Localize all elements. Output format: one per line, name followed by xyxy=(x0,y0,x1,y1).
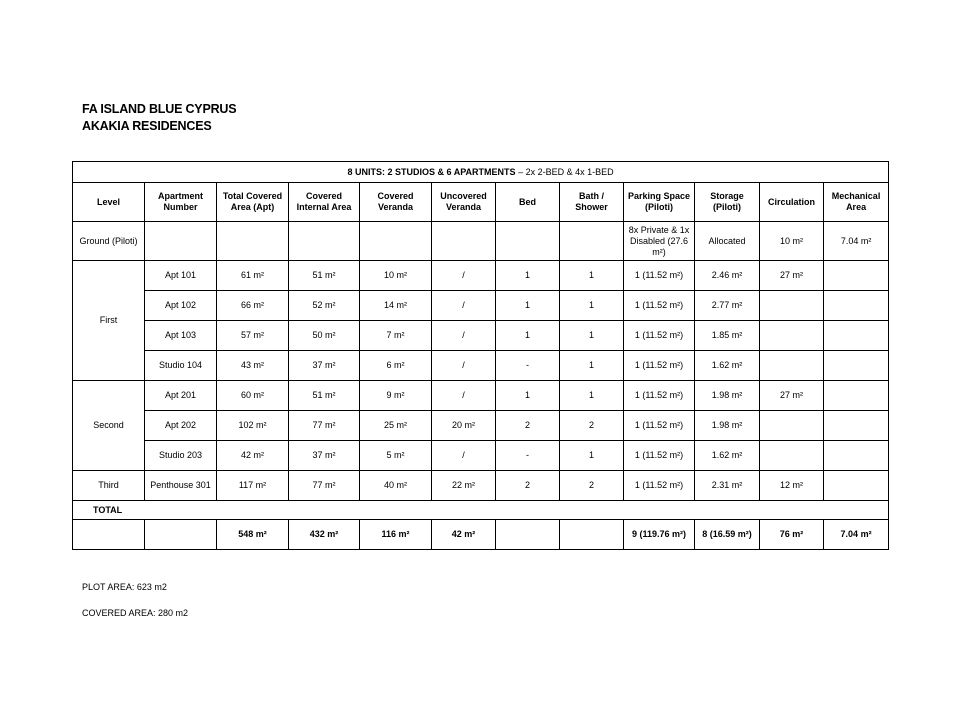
col-header-uncovered-veranda: Uncovered Veranda xyxy=(432,183,496,222)
empty-cell xyxy=(560,222,624,261)
storage-sum: 8 (16.59 m²) xyxy=(695,520,760,550)
internal-area-cell: 37 m² xyxy=(289,441,360,471)
uncovered-veranda-cell: / xyxy=(432,381,496,411)
col-header-bath-shower: Bath / Shower xyxy=(560,183,624,222)
uncovered-veranda-cell: / xyxy=(432,351,496,381)
table-row xyxy=(73,351,889,381)
apartment-cell: Penthouse 301 xyxy=(145,471,217,501)
empty-cell xyxy=(217,222,289,261)
col-header-covered-veranda: Covered Veranda xyxy=(360,183,432,222)
veranda-cell: 25 m² xyxy=(360,411,432,441)
banner-normal-text: – 2x 2-BED & 4x 1-BED xyxy=(515,166,614,177)
bed-cell: 1 xyxy=(496,261,560,291)
bath-cell: 1 xyxy=(560,261,624,291)
col-header-parking-space: Parking Space (Piloti) xyxy=(624,183,695,222)
bath-cell: 1 xyxy=(560,351,624,381)
bath-cell: 1 xyxy=(560,321,624,351)
level-cell: Ground (Piloti) xyxy=(73,222,145,261)
covered-area-note: COVERED AREA: 280 m2 xyxy=(82,608,189,618)
apartment-cell: Apt 202 xyxy=(145,411,217,441)
internal-area-cell: 37 m² xyxy=(289,351,360,381)
uncovered-veranda-cell: / xyxy=(432,441,496,471)
apartment-cell: Apt 101 xyxy=(145,261,217,291)
column-header-row xyxy=(73,183,889,222)
col-header-mechanical-area: Mechanical Area xyxy=(824,183,889,222)
empty-cell xyxy=(496,520,560,550)
empty-cell xyxy=(145,222,217,261)
uncovered-veranda-cell: / xyxy=(432,321,496,351)
empty-cell xyxy=(824,441,889,471)
parking-cell: 8x Private & 1x Disabled (27.6 m²) xyxy=(624,222,695,261)
table-row-ground xyxy=(73,222,889,261)
circulation-cell: 12 m² xyxy=(760,471,824,501)
table-row xyxy=(73,261,889,291)
table-row xyxy=(73,411,889,441)
internal-area-cell: 50 m² xyxy=(289,321,360,351)
col-header-circulation: Circulation xyxy=(760,183,824,222)
bed-cell: 1 xyxy=(496,321,560,351)
bed-cell: - xyxy=(496,351,560,381)
total-area-cell: 60 m² xyxy=(217,381,289,411)
internal-area-cell: 51 m² xyxy=(289,261,360,291)
internal-area-cell: 77 m² xyxy=(289,471,360,501)
apartment-cell: Apt 103 xyxy=(145,321,217,351)
empty-cell xyxy=(824,351,889,381)
circulation-cell: 27 m² xyxy=(760,381,824,411)
table-row xyxy=(73,321,889,351)
parking-cell: 1 (11.52 m²) xyxy=(624,381,695,411)
veranda-cell: 9 m² xyxy=(360,381,432,411)
bed-cell: 2 xyxy=(496,471,560,501)
bed-cell: 1 xyxy=(496,291,560,321)
total-area-cell: 57 m² xyxy=(217,321,289,351)
veranda-cell: 5 m² xyxy=(360,441,432,471)
total-area-cell: 42 m² xyxy=(217,441,289,471)
bath-cell: 2 xyxy=(560,471,624,501)
bed-cell: - xyxy=(496,441,560,471)
empty-cell xyxy=(760,441,824,471)
bed-cell: 1 xyxy=(496,381,560,411)
uncovered-veranda-cell: / xyxy=(432,291,496,321)
parking-cell: 1 (11.52 m²) xyxy=(624,291,695,321)
table-row xyxy=(73,291,889,321)
veranda-cell: 40 m² xyxy=(360,471,432,501)
totals-row xyxy=(73,520,889,550)
internal-area-cell: 52 m² xyxy=(289,291,360,321)
level-cell-first: First xyxy=(73,261,145,381)
uncovered-veranda-sum: 42 m² xyxy=(432,520,496,550)
mechanical-cell: 7.04 m² xyxy=(824,222,889,261)
total-area-cell: 117 m² xyxy=(217,471,289,501)
plot-area-note: PLOT AREA: 623 m2 xyxy=(82,582,167,592)
apartment-cell: Apt 102 xyxy=(145,291,217,321)
storage-cell: 2.31 m² xyxy=(695,471,760,501)
total-area-cell: 43 m² xyxy=(217,351,289,381)
parking-cell: 1 (11.52 m²) xyxy=(624,321,695,351)
document-subtitle: AKAKIA RESIDENCES xyxy=(82,119,212,133)
banner-bold-text: 8 UNITS: 2 STUDIOS & 6 APARTMENTS xyxy=(347,166,516,177)
storage-cell: 1.98 m² xyxy=(695,411,760,441)
parking-cell: 1 (11.52 m²) xyxy=(624,441,695,471)
bath-cell: 1 xyxy=(560,291,624,321)
parking-cell: 1 (11.52 m²) xyxy=(624,471,695,501)
storage-cell: 1.62 m² xyxy=(695,351,760,381)
document-title: FA ISLAND BLUE CYPRUS xyxy=(82,102,237,116)
storage-cell: 1.85 m² xyxy=(695,321,760,351)
table-banner xyxy=(73,162,889,183)
empty-cell xyxy=(824,261,889,291)
storage-cell: 1.62 m² xyxy=(695,441,760,471)
empty-cell xyxy=(824,321,889,351)
empty-cell xyxy=(760,291,824,321)
total-area-cell: 102 m² xyxy=(217,411,289,441)
uncovered-veranda-cell: 20 m² xyxy=(432,411,496,441)
col-header-apartment-number: Apartment Number xyxy=(145,183,217,222)
uncovered-veranda-cell: / xyxy=(432,261,496,291)
col-header-covered-internal-area: Covered Internal Area xyxy=(289,183,360,222)
parking-sum: 9 (119.76 m²) xyxy=(624,520,695,550)
veranda-cell: 7 m² xyxy=(360,321,432,351)
apartment-cell: Studio 203 xyxy=(145,441,217,471)
circulation-cell: 27 m² xyxy=(760,261,824,291)
empty-cell xyxy=(824,471,889,501)
total-label-row xyxy=(73,501,889,520)
col-header-bed: Bed xyxy=(496,183,560,222)
internal-area-sum: 432 m² xyxy=(289,520,360,550)
empty-cell xyxy=(360,222,432,261)
empty-cell xyxy=(760,411,824,441)
parking-cell: 1 (11.52 m²) xyxy=(624,351,695,381)
storage-cell: 2.77 m² xyxy=(695,291,760,321)
units-schedule-table xyxy=(72,161,889,550)
total-area-cell: 66 m² xyxy=(217,291,289,321)
empty-cell xyxy=(289,222,360,261)
empty-cell xyxy=(824,291,889,321)
level-cell-second: Second xyxy=(73,381,145,471)
bath-cell: 1 xyxy=(560,381,624,411)
bed-cell: 2 xyxy=(496,411,560,441)
veranda-sum: 116 m² xyxy=(360,520,432,550)
col-header-storage: Storage (Piloti) xyxy=(695,183,760,222)
table-row xyxy=(73,441,889,471)
apartment-cell: Studio 104 xyxy=(145,351,217,381)
empty-cell xyxy=(73,520,145,550)
apartment-cell: Apt 201 xyxy=(145,381,217,411)
empty-cell xyxy=(824,381,889,411)
parking-cell: 1 (11.52 m²) xyxy=(624,411,695,441)
uncovered-veranda-cell: 22 m² xyxy=(432,471,496,501)
veranda-cell: 14 m² xyxy=(360,291,432,321)
storage-cell: 1.98 m² xyxy=(695,381,760,411)
veranda-cell: 6 m² xyxy=(360,351,432,381)
circulation-cell: 10 m² xyxy=(760,222,824,261)
table-row xyxy=(73,471,889,501)
parking-cell: 1 (11.52 m²) xyxy=(624,261,695,291)
empty-cell xyxy=(496,222,560,261)
empty-cell xyxy=(145,520,217,550)
bath-cell: 1 xyxy=(560,441,624,471)
col-header-total-covered-area: Total Covered Area (Apt) xyxy=(217,183,289,222)
table-row xyxy=(73,381,889,411)
empty-cell xyxy=(760,351,824,381)
empty-cell xyxy=(760,321,824,351)
total-area-sum: 548 m² xyxy=(217,520,289,550)
empty-cell xyxy=(824,411,889,441)
internal-area-cell: 51 m² xyxy=(289,381,360,411)
internal-area-cell: 77 m² xyxy=(289,411,360,441)
circulation-sum: 76 m² xyxy=(760,520,824,550)
total-label: TOTAL xyxy=(73,501,889,520)
empty-cell xyxy=(560,520,624,550)
storage-cell: 2.46 m² xyxy=(695,261,760,291)
table-banner-row xyxy=(73,162,889,183)
storage-cell: Allocated xyxy=(695,222,760,261)
empty-cell xyxy=(432,222,496,261)
veranda-cell: 10 m² xyxy=(360,261,432,291)
bath-cell: 2 xyxy=(560,411,624,441)
level-cell-third: Third xyxy=(73,471,145,501)
total-area-cell: 61 m² xyxy=(217,261,289,291)
mechanical-sum: 7.04 m² xyxy=(824,520,889,550)
col-header-level: Level xyxy=(73,183,145,222)
